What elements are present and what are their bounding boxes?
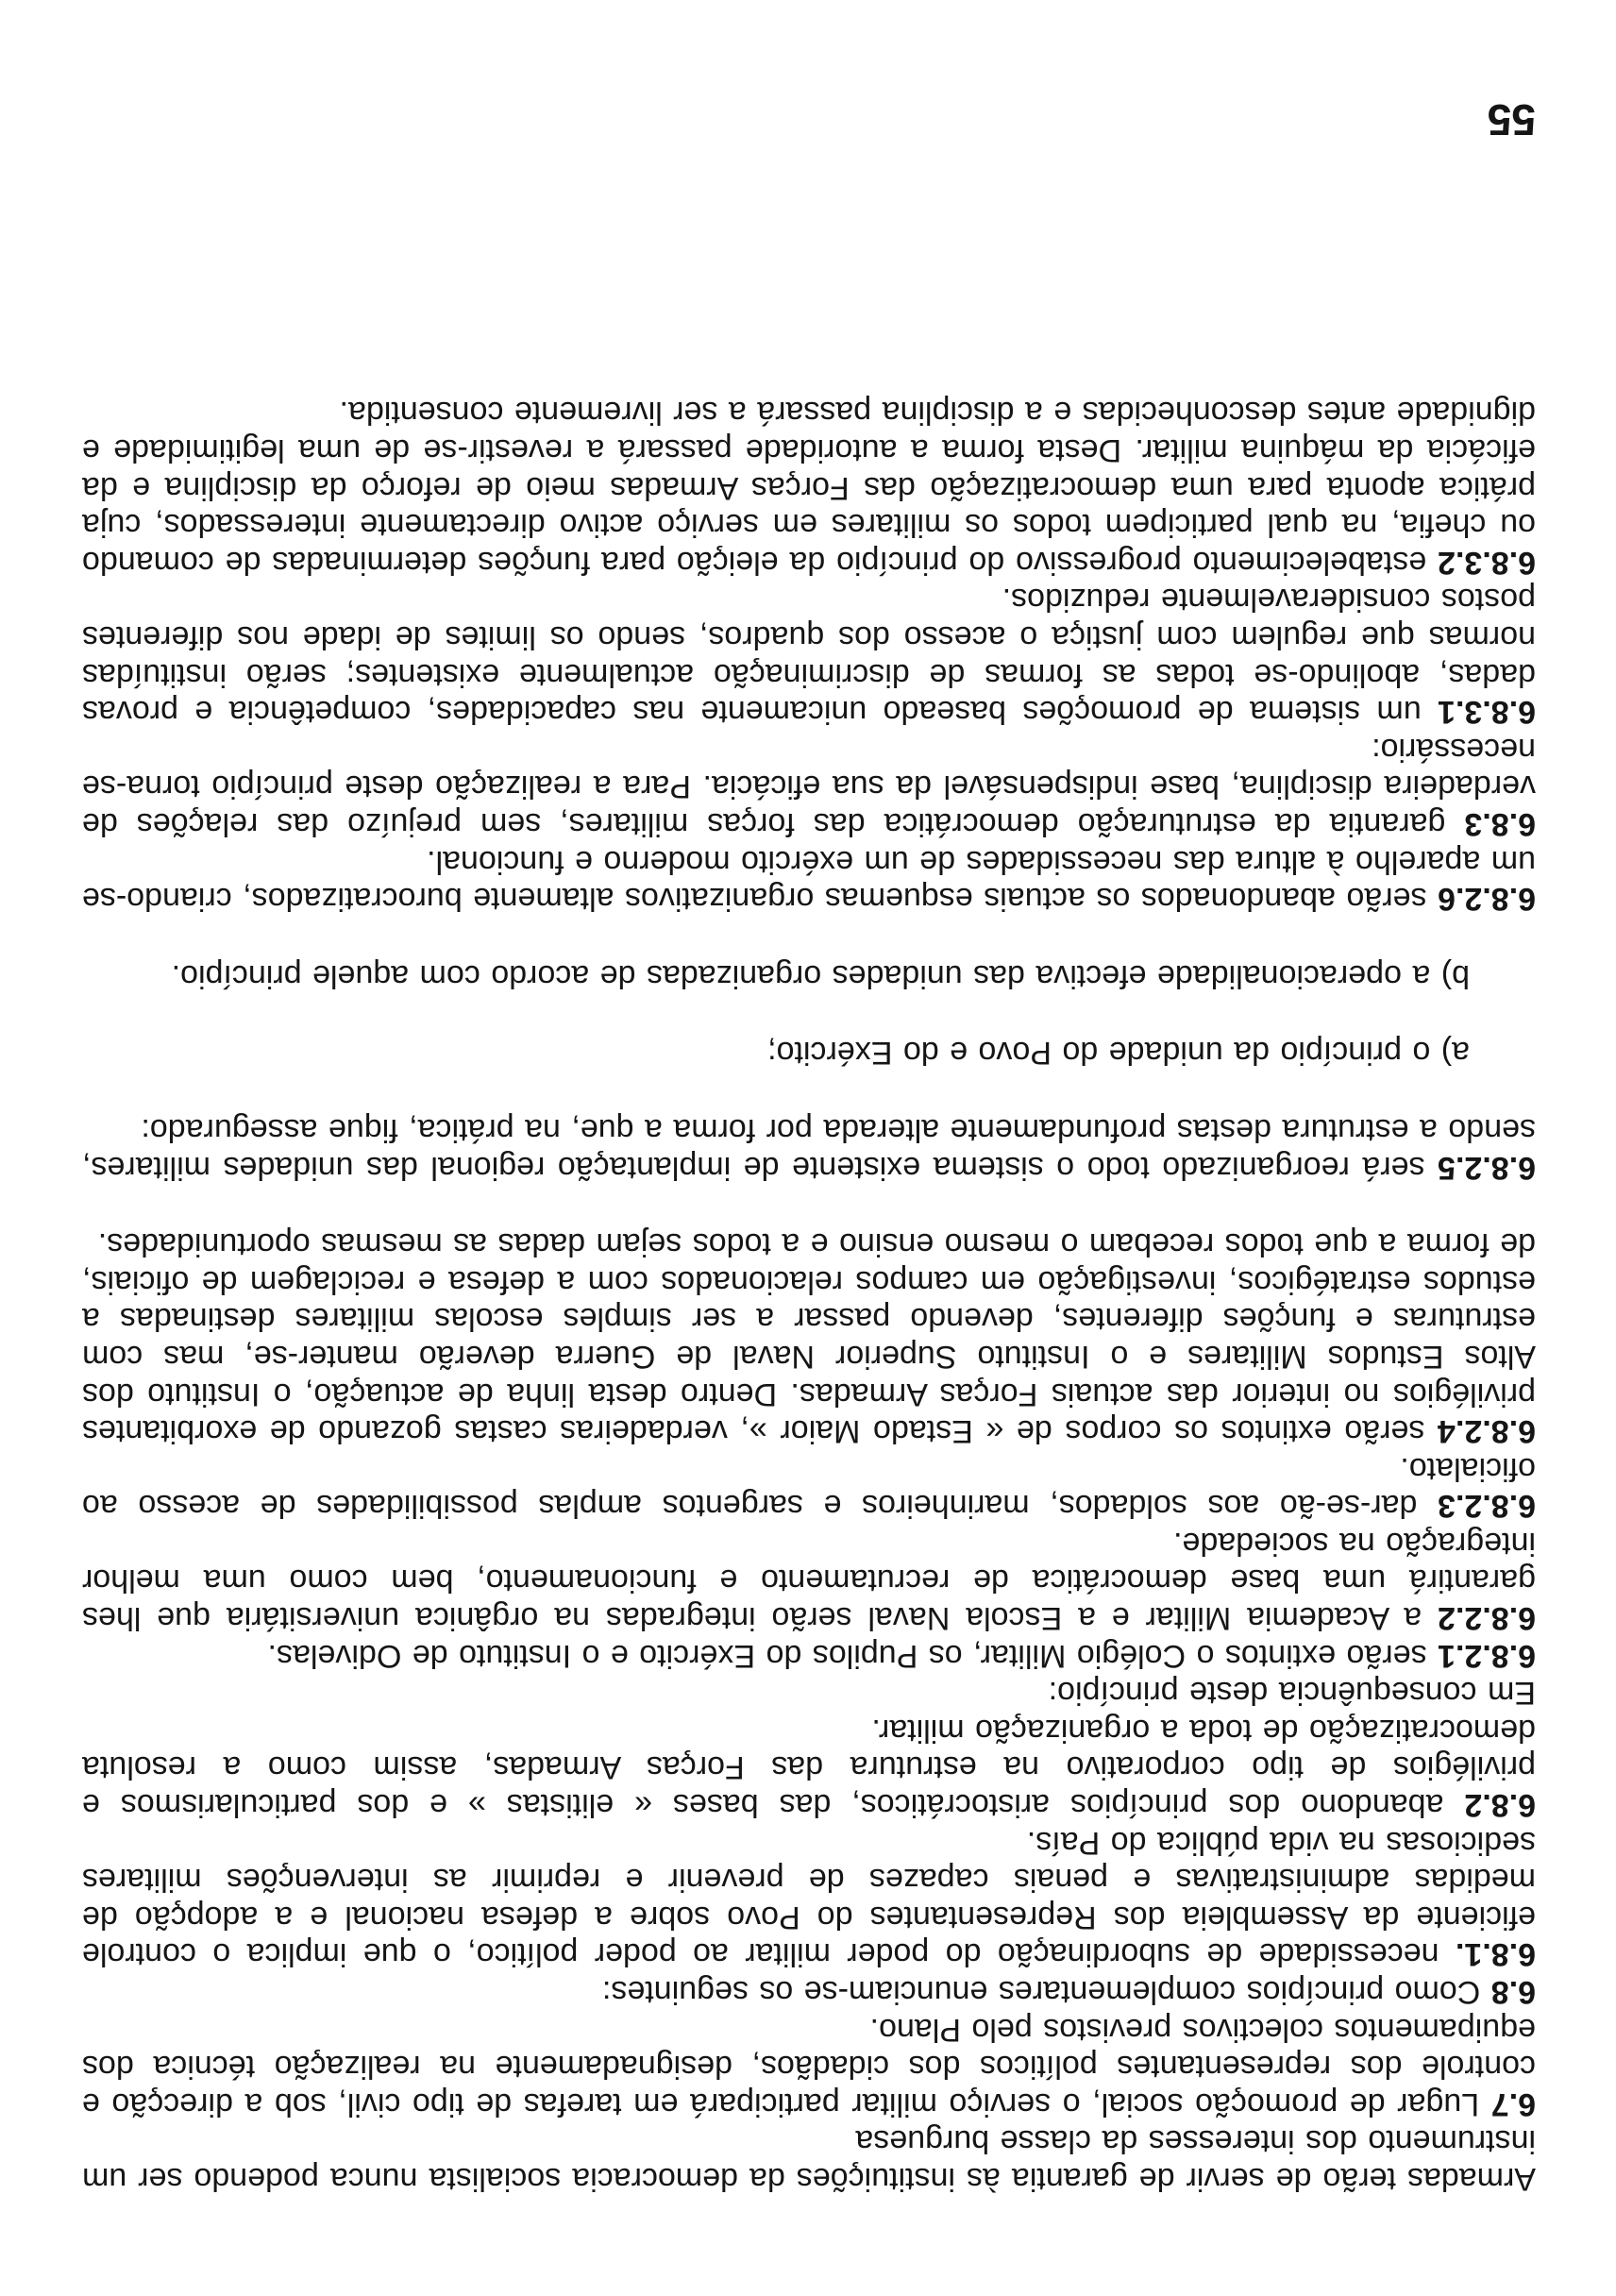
list-item-text: a) o princípio da unidade do Povo e do Exército;	[767, 1035, 1470, 1072]
section-number: 6.8.2.3	[1438, 1488, 1536, 1525]
paragraph-consequence	[82, 1674, 1536, 1712]
section-number: 6.8.1.	[1455, 1936, 1536, 1973]
paragraph-text: dar-se-ão aos soldados, marinheiros e sargentos amplas possibilidades de acesso ao oficialato.	[81, 1450, 1536, 1525]
section-number: 6.8.2.2	[1438, 1600, 1536, 1637]
paragraph-text: Armadas terão de servir de garantia às instituições da democracia socialista nunca podendo ser um instrumento dos interesses da classe burguesa	[82, 2123, 1536, 2197]
paragraph-continuation	[82, 2122, 1536, 2197]
list-item-b	[82, 956, 1536, 994]
section-number: 6.8.2.5	[1438, 1149, 1536, 1186]
paragraph-6-8-2-2	[82, 1524, 1536, 1636]
paragraph-text: abandono dos princípios aristocráticos, das bases « elitistas » e dos particularismos e privilégios de tipo corporativo na estrutura das Forças Armadas, assim como a resoluta democratização de toda a organização militar.	[82, 1712, 1536, 1824]
paragraph-6-8-3-1	[82, 581, 1536, 730]
section-number: 6.8.2	[1464, 1787, 1536, 1824]
section-number: 6.8.3	[1464, 806, 1536, 842]
section-number: 6.8.2.6	[1438, 881, 1536, 918]
paragraph-6-8-1	[82, 1823, 1536, 1972]
paragraph-6-8-2-1	[82, 1636, 1536, 1674]
paragraph-text: serão extintos os corpos de « Estado Maior », verdadeiras castas gozando de exorbitantes privilégios no interior das actuais Forças Armadas. Dentro desta linha de actuação, o Instituto dos Altos Estudos Militares e o Instituto Superior Naval de Guerra deverão manter-se, mas com estruturas e funções diferentes, devendo passar a ser simples escolas militares destinadas a estudos estratégicos, investigação em campos relacionados com a defesa e reciclagem de oficiais, de forma a que todos recebam o mesmo ensino e a todos sejam dadas as mesmas oportunidades.	[82, 1226, 1536, 1450]
section-number: 6.8.2.4	[1438, 1413, 1536, 1450]
section-number: 6.7	[1490, 2085, 1536, 2122]
paragraph-text: um sistema de promoções baseado unicamente nas capacidades, competência e provas dadas, abolindo-se todas as formas de discriminação actualmente existentes; serão instituídas normas que regulem com justiça o acesso dos quadros, sendo os limites de idade nos diferentes postos consideravelmente reduzidos.	[81, 582, 1536, 731]
paragraph-text: Lugar de promoção social, o serviço militar participará em tarefas de tipo civil, sob a direcção e controle dos representantes políticos dos cidadãos, designadamente na realização técnica dos equipamentos colectivos previstos pelo Plano.	[81, 2011, 1536, 2122]
list-item-text: b) a operacionalidade efectiva das unidades organizadas de acordo com aquele princípio.	[171, 957, 1470, 994]
page-number: 55	[1487, 95, 1536, 144]
paragraph-text: a Academia Militar e a Escola Naval serão integradas na orgânica universitária que lhes garantirá uma base democrática de recrutamento e funcionamento, bem como uma melhor integração na sociedade.	[82, 1525, 1536, 1637]
paragraph-6-8-2-4	[82, 1225, 1536, 1450]
body-text	[82, 394, 1536, 2197]
paragraph-6-8-2	[82, 1711, 1536, 1823]
paragraph-6-7	[82, 2010, 1536, 2122]
paragraph-text: garantia da estruturação democrática das forças militares, sem prejuízo das relações de verdadeira disciplina, base indispensável da sua eficácia. Para a realização deste princípio torna-se necessário:	[82, 731, 1536, 842]
paragraph-6-8-3	[82, 730, 1536, 842]
paragraph-text: será reorganizado todo o sistema existente de implantação regional das unidades militares, sendo a estrutura destas profundamente alterada por forma a que, na prática, fique assegurado:	[82, 1111, 1536, 1186]
paragraph-6-8-2-6	[82, 842, 1536, 917]
paragraph-6-8	[82, 1972, 1536, 2010]
paragraph-6-8-3-2	[82, 394, 1536, 581]
section-number: 6.8	[1490, 1974, 1536, 2011]
list-item-a	[82, 1034, 1536, 1072]
paragraph-6-8-2-5	[82, 1110, 1536, 1185]
paragraph-text: serão extintos o Colégio Militar, os Pupilos do Exército e o Instituto de Odivelas.	[267, 1637, 1427, 1674]
paragraph-text: necessidade de subordinação do poder militar ao poder político, o que implica o controle eficiente da Assembleia dos Representantes do Povo sobre a defesa nacional e a adopção de medidas administrativas e penais capazes de prevenir e reprimir as intervenções militares sediciosas na vida pública do País.	[82, 1824, 1536, 1973]
section-number: 6.8.3.1	[1438, 694, 1536, 731]
paragraph-text: Em consequência deste princípio:	[1048, 1675, 1536, 1712]
paragraph-text: serão abandonados os actuais esquemas organizativos altamente burocratizados, criando-se um aparelho à altura das necessidades de um exército moderno e funcional.	[81, 843, 1536, 918]
paragraph-6-8-2-3	[82, 1449, 1536, 1524]
paragraph-text: Como princípios complementares enunciam-se os seguintes:	[601, 1974, 1481, 2011]
section-number: 6.8.2.1	[1438, 1637, 1536, 1674]
paragraph-text: estabelecimento progressivo do princípio da eleição para funções determinadas de comando ou chefia, na qual participem todos os militares em serviço activo directamente interessados, cuja prática aponta para uma democratização das Forças Armadas meio de reforço da disciplina e da eficácia da máquina militar. Desta forma a autoridade passará a revestir-se de uma legitimidade e dignidade antes desconhecidas e a disciplina passará a ser livremente consentida.	[81, 395, 1536, 581]
section-number: 6.8.3.2	[1438, 544, 1536, 581]
